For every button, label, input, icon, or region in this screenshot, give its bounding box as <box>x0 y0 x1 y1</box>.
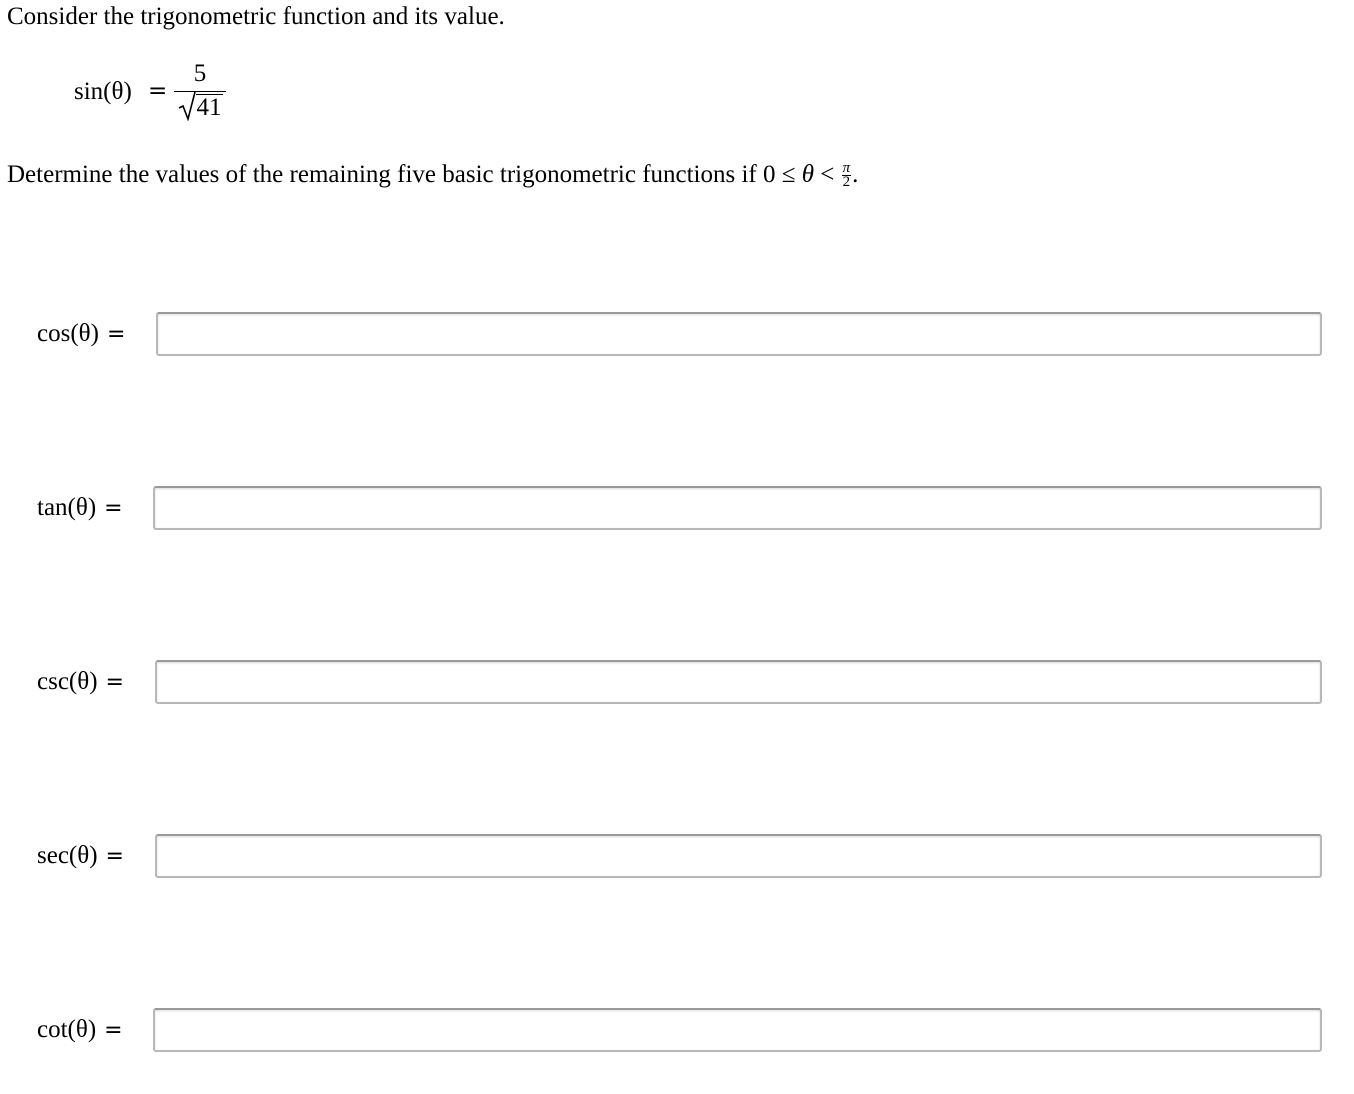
answer-row-tan <box>0 486 1354 532</box>
problem-prompt <box>7 160 858 190</box>
radicand: 41 <box>196 94 222 121</box>
answer-label-tan: tan(θ) = <box>37 494 123 521</box>
answer-row-sec <box>0 834 1354 880</box>
csc-answer-input[interactable] <box>155 660 1322 704</box>
answer-row-cos <box>0 312 1354 358</box>
answer-label-csc: csc(θ) = <box>37 668 124 695</box>
square-root-icon <box>178 91 196 121</box>
cot-answer-input[interactable] <box>153 1008 1322 1052</box>
answer-label-sec: sec(θ) = <box>37 842 124 869</box>
pi-numerator: π <box>842 160 851 176</box>
sec-answer-input[interactable] <box>155 834 1322 878</box>
answer-row-csc <box>0 660 1354 706</box>
given-fraction <box>174 60 226 123</box>
tan-answer-input[interactable] <box>153 486 1322 530</box>
pi-over-two-fraction <box>842 162 852 189</box>
given-lhs: sin(θ) <box>74 78 132 105</box>
prompt-end: . <box>852 161 859 188</box>
prompt-less-than: < <box>814 161 841 188</box>
pi-denominator: 2 <box>842 174 851 190</box>
prompt-theta: θ <box>801 161 815 188</box>
answer-label-cos: cos(θ) = <box>37 320 126 347</box>
problem-intro: Consider the trigonometric function and its value. <box>7 3 505 30</box>
answer-label-cot: cot(θ) = <box>37 1016 123 1043</box>
fraction-denominator <box>174 93 226 123</box>
answer-row-cot <box>0 1008 1354 1054</box>
given-equals-sign: = <box>148 78 168 104</box>
cos-answer-input[interactable] <box>156 312 1322 356</box>
prompt-text: Determine the values of the remaining five basic trigonometric functions if 0 ≤ <box>7 161 802 188</box>
fraction-numerator: 5 <box>193 60 207 87</box>
